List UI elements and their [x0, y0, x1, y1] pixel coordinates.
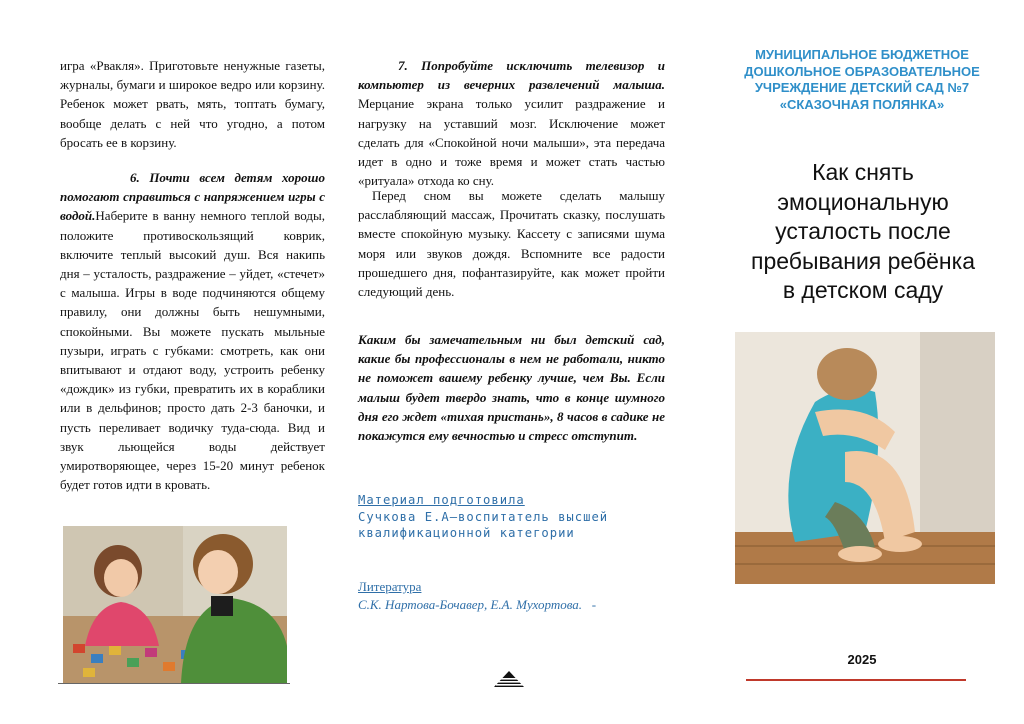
credit-author: Сучкова Е.А—воспитатель высшей квалификационной категории [358, 509, 609, 540]
paragraph-conclusion: Каким бы замечательным ни был детский сад, какие бы профессионалы в нем не работали, никто не поможет вашему ребенку лучше, чем Вы. Если малыш будет твердо знать, что в конце шумного дня его ждет «тихая пристань», 8 часов в садике не покажутся ему вечностью и стресс отступит. [358, 332, 665, 444]
year-label: 2025 [847, 652, 877, 667]
literature-label: Литература [358, 579, 422, 594]
photo-illustration [735, 332, 995, 584]
tip-6-heading: 6. Почти всем детям хорошо помогают справиться с напряжением игры с водой. [60, 170, 325, 224]
paragraph-water-games [60, 168, 325, 494]
photo-underline [58, 683, 290, 684]
paragraph-screens [358, 56, 665, 190]
credit-label: Материал подготовила [358, 493, 525, 507]
photo-illustration [63, 526, 287, 683]
literature-source [358, 596, 658, 614]
publisher-logo-icon [492, 668, 526, 688]
literature-block [358, 578, 658, 614]
decorative-red-line [746, 679, 966, 681]
tip-7-heading: 7. Попробуйте исключить телевизор и компьютер из вечерних развлечений малыша. [358, 58, 665, 93]
brochure-title: Как снять эмоциональную усталость после пребывания ребёнка в детском саду [751, 159, 975, 303]
paragraph-paper-game: игра «Рвакля». Приготовьте ненужные газеты, журналы, бумаги и широкое ведро или корзину. Ребенок может рвать, мять, топтать бумагу, вообще делать с ней что угодно, а потом бросать ее в корзину. [60, 58, 325, 150]
literature-authors: С.К. Нартова-Бочавер, Е.А. Мухортова. [358, 597, 583, 612]
tip-7-text: Мерцание экрана только усилит раздражение и нагрузку на уставший мозг. Исключение может сделать для «Спокойной ночи малыши», эта передача идет в одно и тоже время и может стать частью «ритуала» отхода ко сну. [358, 96, 665, 189]
sad-child-photo [735, 332, 995, 584]
mother-child-puzzle-photo [63, 526, 287, 683]
literature-dash: - [591, 597, 597, 612]
organization-name: МУНИЦИПАЛЬНОЕ БЮДЖЕТНОЕ ДОШКОЛЬНОЕ ОБРАЗОВАТЕЛЬНОЕ УЧРЕЖДЕНИЕ ДЕТСКИЙ САД №7 «СКАЗОЧНАЯ ПОЛЯНКА» [744, 47, 980, 112]
tip-6-text: Наберите в ванну немного теплой воды, положите противоскользящий коврик, включите теплый высокий душ. Вся накипь дня – усталость, раздражение – уйдет, «стечет» с малыша. Игры в воде подчиняются общему правилу, они должны быть нешумными, спокойными. Вы можете пускать мыльные пузыри, играть с губками: смотреть, как они впитывают и отдают воду, устроить ребенку «дождик» из губки, превратить их в кораблики или в дельфинов; просто дать 2-3 баночки, и пусть переливает водичку туда-сюда. Вид и звук льющейся воды действует умиротворяющее, через 15-20 минут ребенок будет готов идти в кровать. [60, 208, 325, 493]
paragraph-bedtime: Перед сном вы можете сделать малышу расслабляющий массаж, Прочитать сказку, послушать вместе спокойную музыку. Кассету с записями шума моря или звуков дождя. Вспомните все радости прошедшего дня, пофантазируйте, как может пройти следующий день. [358, 188, 665, 300]
credit-block [358, 492, 658, 542]
